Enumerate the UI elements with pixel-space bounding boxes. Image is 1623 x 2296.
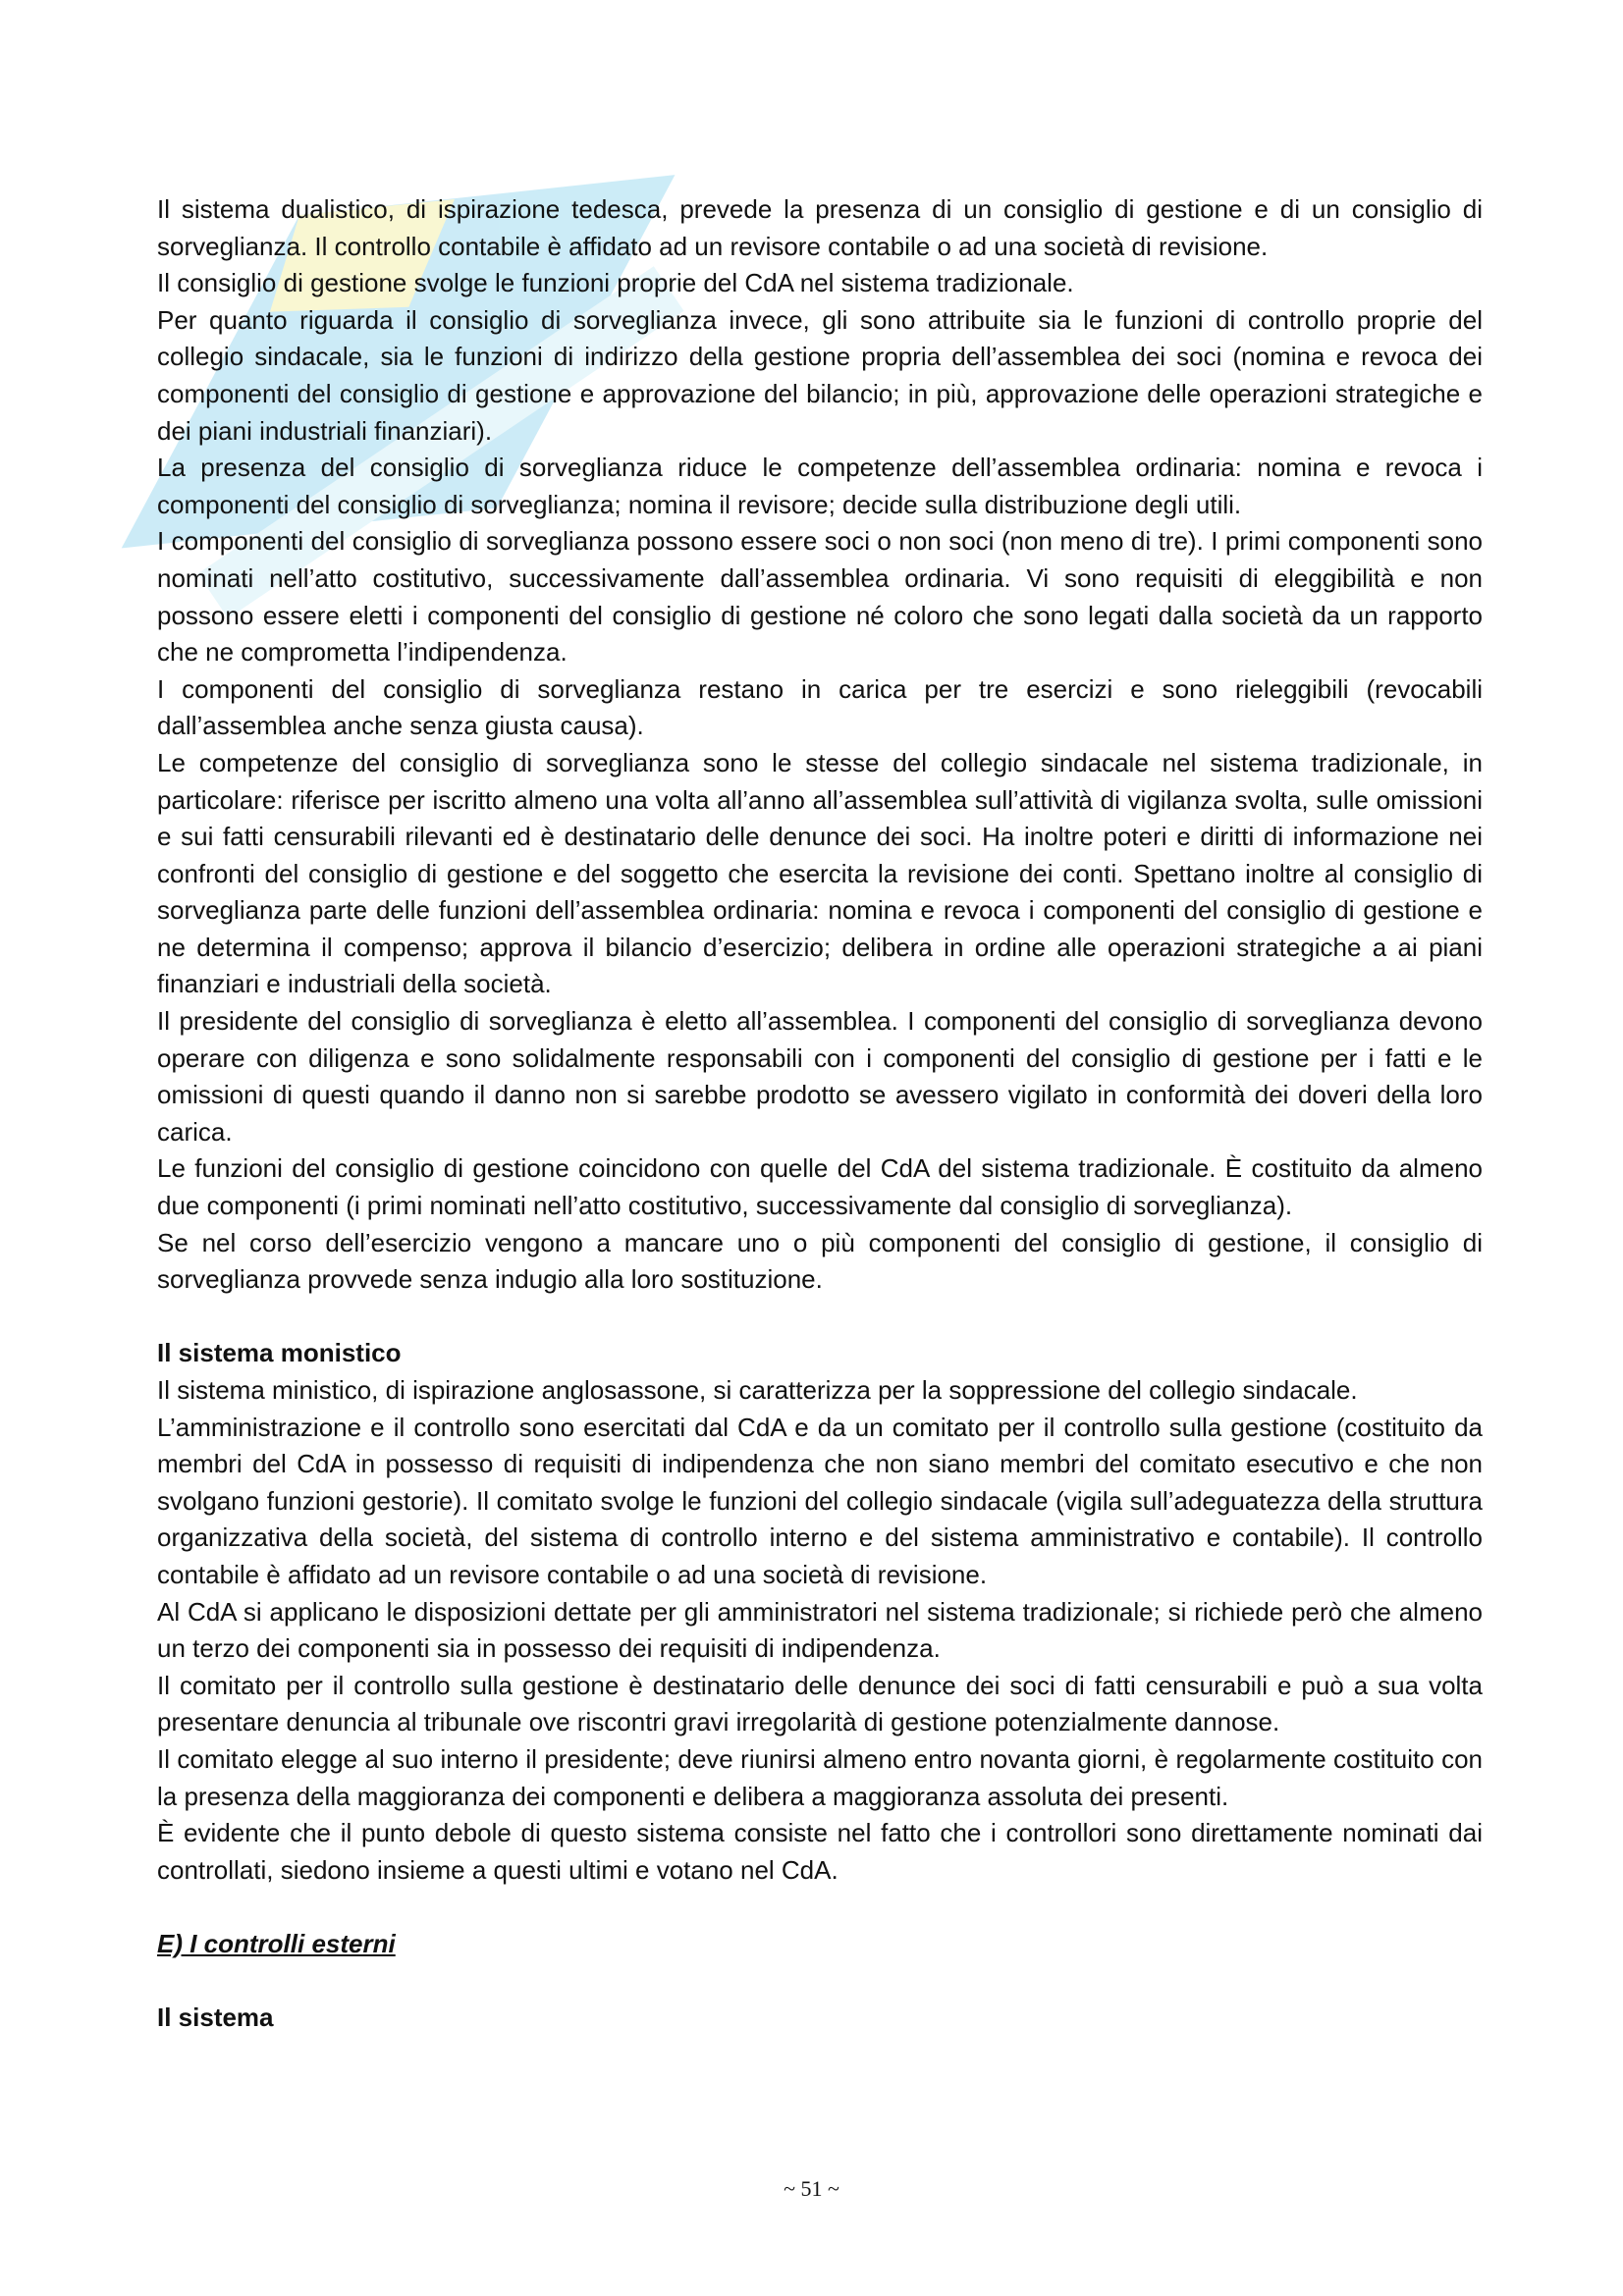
blank-line: [157, 1299, 1483, 1336]
paragraph: La presenza del consiglio di sorveglianza riduce le competenze dell’assemblea ordinaria: nomina e revoca i componenti del consiglio di sorveglianza; nomina il revisore; decide sulla distribuzione degli utili.: [157, 453, 1483, 519]
paragraph: Per quanto riguarda il consiglio di sorveglianza invece, gli sono attribuite sia le funzioni di controllo proprie del collegio sindacale, sia le funzioni di indirizzo della gestione propria dell’assemblea dei soci (nomina e revoca dei componenti del consiglio di gestione e approvazione del bilancio; in più, approvazione delle operazioni strategiche e dei piani industriali finanziari).: [157, 304, 1483, 446]
paragraph: Il comitato per il controllo sulla gestione è destinatario delle denunce dei soci di fatti censurabili e può a sua volta presentare denuncia al tribunale ove riscontri gravi irregolarità di gestione potenzialmente dannose.: [157, 1670, 1483, 1737]
paragraph: Le funzioni del consiglio di gestione coincidono con quelle del CdA del sistema tradizionale. È costituito da almeno due componenti (i primi nominati nell’atto costitutivo, successivamente dal consiglio di sorveglianza).: [157, 1153, 1483, 1221]
paragraph: È evidente che il punto debole di questo sistema consiste nel fatto che i controllori sono direttamente nominati dai controllati, siedono insieme a questi ultimi e votano nel CdA.: [157, 1818, 1483, 1885]
paragraph: Le competenze del consiglio di sorveglianza sono le stesse del collegio sindacale nel sistema tradizionale, in particolare: riferisce per iscritto almeno una volta all’anno all’assemblea sull’attività di vigilanza svolta, sulle omissioni e sui fatti censurabili rilevanti ed è destinatario delle denunce dei soci. Ha inoltre poteri e diritti di informazione nei confronti del consiglio di gestione e del soggetto che esercita la revisione dei conti. Spettano inoltre al consiglio di sorveglianza parte delle funzioni dell’assemblea ordinaria: nomina e revoca i componenti del consiglio di gestione e ne determina il compenso; approva il bilancio d’esercizio; delibera in ordine alle operazioni strategiche a ai piani finanziari e industriali della società.: [157, 747, 1483, 999]
blank-line: [157, 1889, 1483, 1926]
paragraph: Il comitato elegge al suo interno il presidente; deve riunirsi almeno entro novanta giorni, è regolarmente costituito con la presenza della maggioranza dei componenti e delibera a maggioranza assoluta dei presenti.: [157, 1743, 1483, 1811]
subsection-heading-sistema: Il sistema: [157, 2002, 274, 2033]
paragraph: I componenti del consiglio di sorveglianza restano in carica per tre esercizi e sono rieleggibili (revocabili dall’assemblea anche senza giusta causa).: [157, 673, 1483, 741]
page-number: ~ 51 ~: [784, 2176, 839, 2201]
page-body: [157, 191, 1483, 2037]
paragraph: Se nel corso dell’esercizio vengono a mancare uno o più componenti del consiglio di gestione, il consiglio di sorveglianza provvede senza indugio alla loro sostituzione.: [157, 1227, 1483, 1295]
section-heading-controlli-esterni: E) I controlli esterni: [157, 1928, 396, 1958]
paragraph: Al CdA si applicano le disposizioni dettate per gli amministratori nel sistema tradizionale; si richiede però che almeno un terzo dei componenti sia in possesso dei requisiti di indipendenza.: [157, 1596, 1483, 1664]
blank-line: [157, 1963, 1483, 2001]
paragraph: Il presidente del consiglio di sorveglianza è eletto all’assemblea. I componenti del consiglio di sorveglianza devono operare con diligenza e sono solidalmente responsabili con i componenti del consiglio di gestione per i fatti e le omissioni di questi quando il danno non si sarebbe prodotto se avessero vigilato in conformità dei doveri della loro carica.: [157, 1006, 1483, 1147]
paragraph: Il consiglio di gestione svolge le funzioni proprie del CdA nel sistema tradizionale.: [157, 268, 1074, 298]
paragraph: Il sistema dualistico, di ispirazione tedesca, prevede la presenza di un consiglio di gestione e di un consiglio di sorveglianza. Il controllo contabile è affidato ad un revisore contabile o ad una società di revisione.: [157, 194, 1483, 261]
paragraph: L’amministrazione e il controllo sono esercitati dal CdA e da un comitato per il controllo sulla gestione (costituito da membri del CdA in possesso di requisiti di indipendenza che non siano membri del comitato esecutivo e che non svolgano funzioni gestorie). Il comitato svolge le funzioni del collegio sindacale (vigila sull’adeguatezza della struttura organizzativa della società, del sistema di controllo interno e del sistema amministrativo e contabile). Il controllo contabile è affidato ad un revisore contabile o ad una società di revisione.: [157, 1412, 1483, 1589]
section-heading-monistico: Il sistema monistico: [157, 1338, 402, 1368]
paragraph: I componenti del consiglio di sorveglianza possono essere soci o non soci (non meno di tre). I primi componenti sono nominati nell’atto costitutivo, successivamente dall’assemblea ordinaria. Vi sono requisiti di eleggibilità e non possono essere eletti i componenti del consiglio di gestione né coloro che sono legati dalla società da un rapporto che ne comprometta l’indipendenza.: [157, 526, 1483, 667]
paragraph: Il sistema ministico, di ispirazione anglosassone, si caratterizza per la soppressione del collegio sindacale.: [157, 1375, 1358, 1405]
